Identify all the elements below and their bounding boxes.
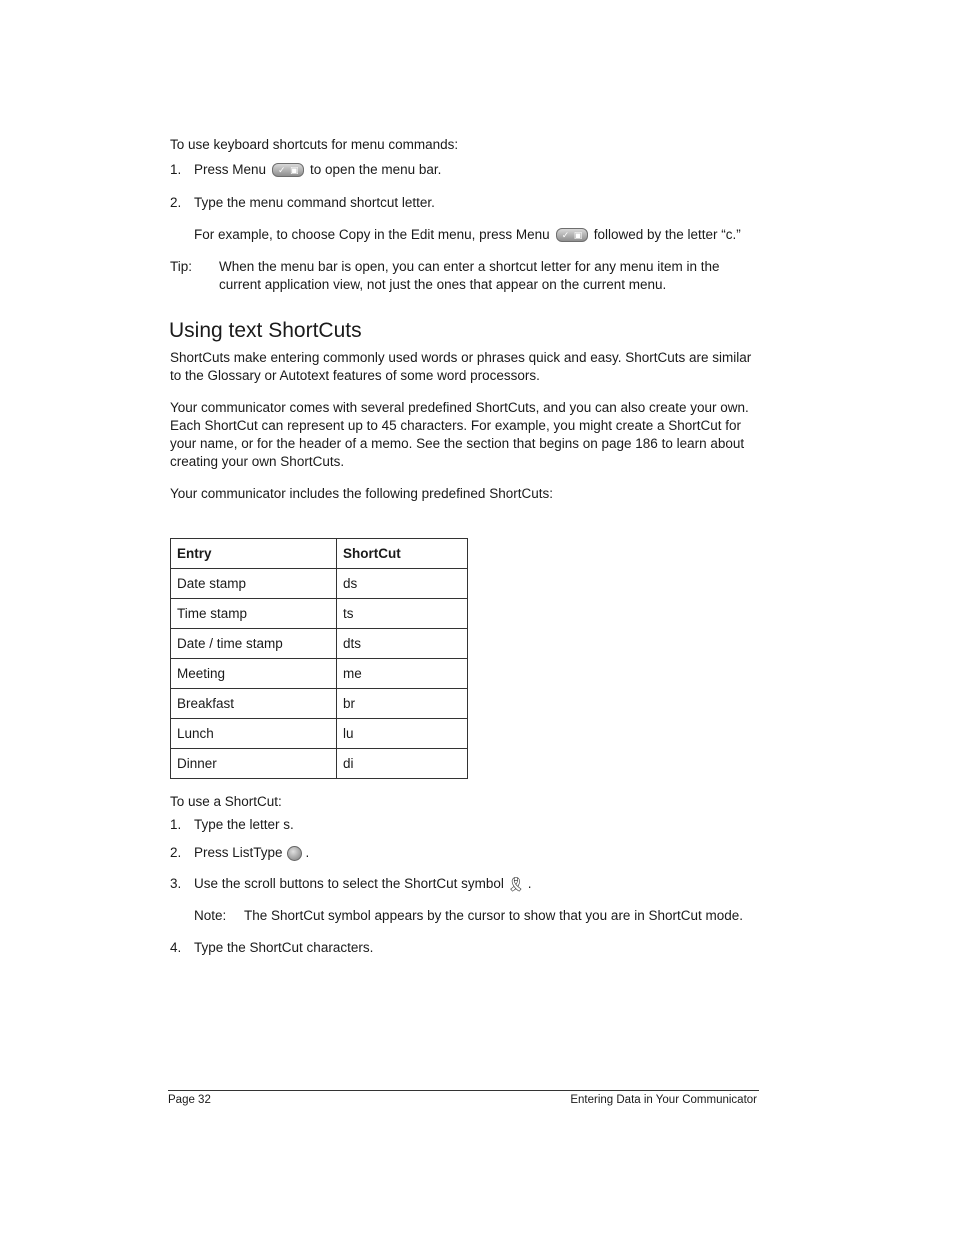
procedure-heading: To use a ShortCut: bbox=[170, 794, 282, 809]
shortcuts-table bbox=[170, 538, 468, 779]
step-2: Type the menu command shortcut letter. bbox=[194, 195, 435, 210]
paragraph-2-line-4: creating your own ShortCuts. bbox=[170, 454, 345, 469]
table-row bbox=[171, 569, 468, 599]
paragraph-1-line-2: to the Glossary or Autotext features of some word processors. bbox=[170, 368, 540, 383]
shortcut-cell: di bbox=[337, 749, 468, 779]
page-number: Page 32 bbox=[168, 1094, 211, 1106]
shortcut-step-2-pre: Press ListType bbox=[194, 845, 283, 860]
table-row bbox=[171, 599, 468, 629]
chapter-title: Entering Data in Your Communicator bbox=[570, 1094, 757, 1106]
listtype-button-icon bbox=[287, 846, 302, 861]
tip-label: Tip: bbox=[170, 259, 193, 274]
paragraph-2-line-1: Your communicator comes with several predefined ShortCuts, and you can also create your own. bbox=[170, 400, 749, 415]
note-text: The ShortCut symbol appears by the cursor to show that you are in ShortCut mode. bbox=[244, 908, 743, 923]
shortcut-step-1: Type the letter s. bbox=[194, 817, 294, 832]
menu-button-icon bbox=[272, 163, 304, 177]
table-row bbox=[171, 659, 468, 689]
shortcut-step-3-post: . bbox=[527, 876, 532, 891]
section-title: Using text ShortCuts bbox=[169, 319, 362, 342]
shortcut-step-2 bbox=[194, 844, 309, 862]
header-shortcut: ShortCut bbox=[337, 539, 468, 569]
paragraph-3: Your communicator includes the following predefined ShortCuts: bbox=[170, 486, 553, 501]
entry-cell: Meeting bbox=[171, 659, 337, 689]
step-number: 2. bbox=[170, 845, 182, 860]
shortcut-cell: lu bbox=[337, 719, 468, 749]
step-number: 2. bbox=[170, 195, 182, 210]
entry-cell: Date / time stamp bbox=[171, 629, 337, 659]
step-1-text-pre: Press Menu bbox=[194, 162, 267, 177]
note-label: Note: bbox=[194, 908, 227, 923]
shortcut-step-2-post: . bbox=[305, 845, 310, 860]
step-number: 1. bbox=[170, 162, 182, 177]
procedure-heading: To use keyboard shortcuts for menu commands: bbox=[170, 137, 459, 152]
tip-line-1: When the menu bar is open, you can enter a shortcut letter for any menu item in the bbox=[219, 259, 720, 274]
header-entry: Entry bbox=[171, 539, 337, 569]
menu-button-icon bbox=[556, 228, 588, 242]
step-1 bbox=[194, 161, 441, 179]
shortcut-step-3 bbox=[194, 875, 531, 893]
shortcut-cell: br bbox=[337, 689, 468, 719]
paragraph-2-line-3: your name, or for the header of a memo. See the section that begins on page 186 to learn about bbox=[170, 436, 745, 451]
step-1-text-post: to open the menu bar. bbox=[310, 162, 442, 177]
table-header-row bbox=[171, 539, 468, 569]
paragraph-2-line-2: Each ShortCut can represent up to 45 characters. For example, you might create a ShortCut for bbox=[170, 418, 742, 433]
table-row bbox=[171, 629, 468, 659]
entry-cell: Breakfast bbox=[171, 689, 337, 719]
shortcut-cell: me bbox=[337, 659, 468, 689]
entry-cell: Time stamp bbox=[171, 599, 337, 629]
example-text-pre: For example, to choose Copy in the Edit menu, press Menu bbox=[194, 227, 550, 242]
step-number: 4. bbox=[170, 940, 182, 955]
shortcut-step-4: Type the ShortCut characters. bbox=[194, 940, 374, 955]
step-number: 1. bbox=[170, 817, 182, 832]
paragraph-1-line-1: ShortCuts make entering commonly used words or phrases quick and easy. ShortCuts are similar bbox=[170, 350, 752, 365]
table-row bbox=[171, 689, 468, 719]
shortcut-cell: ds bbox=[337, 569, 468, 599]
example-text bbox=[194, 226, 741, 244]
shortcut-symbol-icon: 🎗︎ bbox=[506, 876, 525, 892]
table-row bbox=[171, 749, 468, 779]
example-text-post: followed by the letter “c.” bbox=[593, 227, 741, 242]
footer-rule bbox=[168, 1090, 759, 1091]
entry-cell: Dinner bbox=[171, 749, 337, 779]
shortcut-cell: dts bbox=[337, 629, 468, 659]
shortcut-cell: ts bbox=[337, 599, 468, 629]
entry-cell: Date stamp bbox=[171, 569, 337, 599]
step-number: 3. bbox=[170, 876, 182, 891]
tip-line-2: current application view, not just the ones that appear on the current menu. bbox=[219, 277, 667, 292]
shortcut-step-3-pre: Use the scroll buttons to select the ShortCut symbol bbox=[194, 876, 504, 891]
table-row bbox=[171, 719, 468, 749]
entry-cell: Lunch bbox=[171, 719, 337, 749]
